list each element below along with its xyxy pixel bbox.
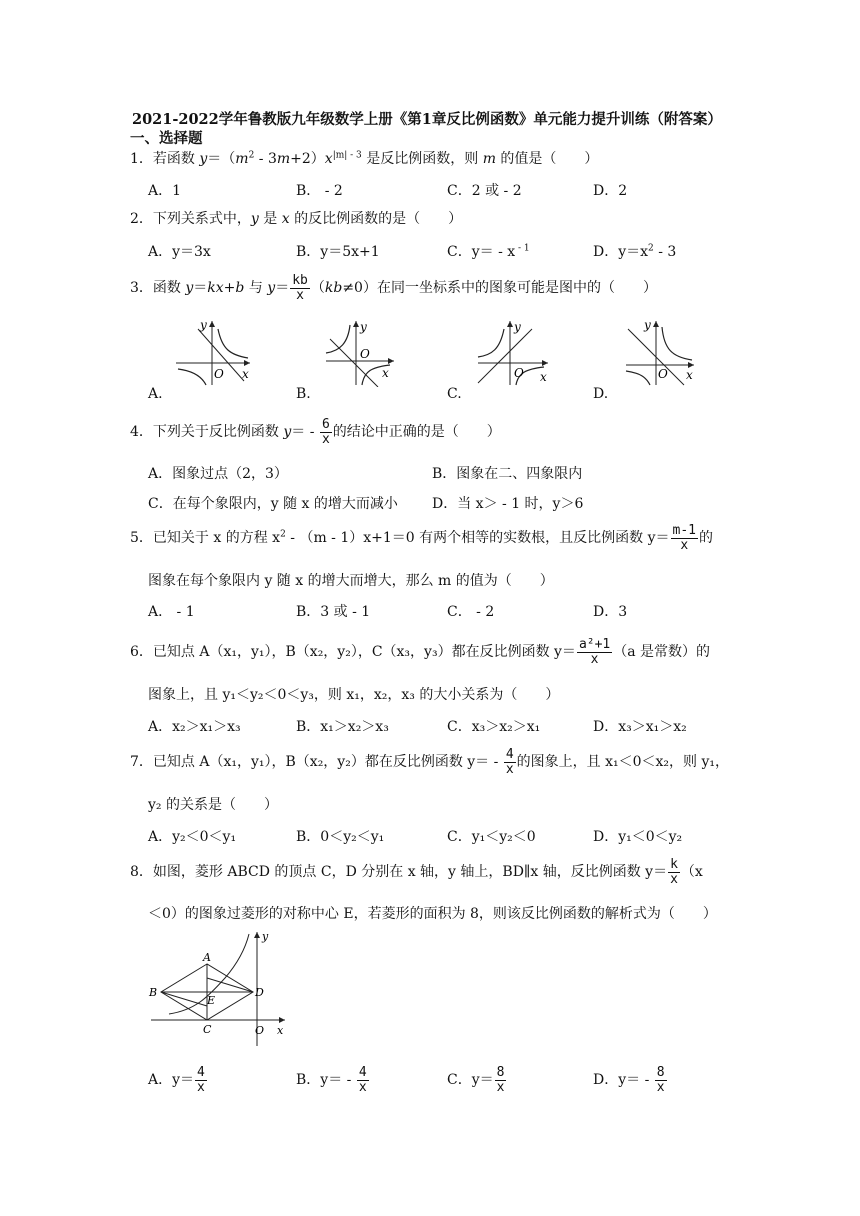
svg-text:A: A [203,951,211,964]
q2-option-d[interactable]: D．$y=x^2 - 3$ [593,243,677,260]
question-8-line-2: ＜0）的图象过菱形的对称中心 E，若菱形的面积为 8，则该反比例函数的解析式为（ ） [148,906,717,922]
svg-text:O: O [658,367,668,381]
q8-option-b[interactable]: B．y＝ - $\frac{4}{x}$ [296,1065,367,1095]
svg-text:E: E [207,994,216,1007]
q4-option-a[interactable]: A．图象过点（2，3） [148,466,288,482]
q6-option-b[interactable]: B．x₁＞x₂＞x₃ [296,719,389,735]
q3-graph-c [472,315,556,387]
q1-option-d[interactable]: D．2 [593,183,628,199]
q2-option-a[interactable]: A．y＝3x [148,244,211,260]
q3-graph-b [320,315,400,387]
kb-over-x-fraction: $\frac{kb}{x}$ [292,273,308,303]
q4-option-b[interactable]: B．图象在二、四象限内 [432,466,583,482]
q3-option-b[interactable]: B. [296,386,311,402]
m-minus-1-over-x-fraction: $\frac{m-1}{x}$ [672,523,696,553]
six-over-x-fraction: $\frac{6}{x}$ [321,417,330,447]
q5-option-a[interactable]: A． - 1 [148,604,195,620]
q7-option-a[interactable]: A．y₂＜0＜y₁ [148,829,237,845]
svg-text:D: D [255,986,264,999]
question-7-line-2: y₂ 的关系是（ ） [148,797,278,813]
svg-text:C: C [203,1023,212,1036]
q3-option-a[interactable]: A. [148,386,163,402]
svg-text:y: y [200,318,207,332]
q1-option-c[interactable]: C．2 或 - 2 [447,183,522,199]
q3-graph-a [170,315,254,387]
q5-option-d[interactable]: D．3 [593,604,628,620]
q6-option-d[interactable]: D．x₃＞x₁＞x₂ [593,719,687,735]
question-6-line-1: 6．已知点 A（x₁，y₁），B（x₂，y₂），C（x₃，y₃）都在反比例函数 y＝ $\frac{\text{a²+1}}{x}$ （a 是常数）的 [130,637,711,667]
svg-text:x: x [277,1024,284,1037]
svg-text:O: O [255,1024,265,1037]
question-2-stem: 2．下列关系式中，y 是 x 的反比例函数的是（ ） [130,211,463,227]
a-squared-plus-1-over-x-fraction: $\frac{\text{a²+1}}{x}$ [578,637,611,667]
document-title: 2021-2022学年鲁教版九年级数学上册《第1章反比例函数》单元能力提升训练（附答案） [132,111,722,128]
rhombus-figure [145,928,295,1048]
q8-option-a[interactable]: A．y＝ $\frac{4}{x}$ [148,1065,205,1095]
question-5-line-1: 5．已知关于 x 的方程 $x^2 - (m - 1)x+1=0$ 有两个相等的实数根，且反比例函数 y＝ $\frac{m-1}{x}$ 的 [130,523,713,553]
svg-text:B: B [149,986,158,999]
question-6-line-2: 图象上，且 y₁＜y₂＜0＜y₃，则 x₁，x₂，x₃ 的大小关系为（ ） [148,687,560,703]
q4-option-d[interactable]: D．当 x＞ - 1 时，y＞6 [432,496,584,512]
q3-graph-d [622,315,702,387]
svg-text:x: x [382,366,389,380]
q4-option-c[interactable]: C．在每个象限内，y 随 x 的增大而减小 [148,496,398,512]
svg-text:x: x [540,370,547,384]
q8-option-d[interactable]: D．y＝ - $\frac{8}{x}$ [593,1065,665,1095]
svg-text:O: O [514,366,524,380]
q6-option-a[interactable]: A．x₂＞x₁＞x₃ [148,719,241,735]
svg-text:y: y [262,930,269,943]
svg-text:O: O [360,347,370,361]
question-5-line-2: 图象在每个象限内 y 随 x 的增大而增大，那么 m 的值为（ ） [148,573,554,589]
q7-option-d[interactable]: D．y₁＜0＜y₂ [593,829,683,845]
q6-option-c[interactable]: C．x₃＞x₂＞x₁ [447,719,541,735]
svg-text:y: y [514,320,521,334]
q2-option-b[interactable]: B．y＝5x+1 [296,244,380,260]
q3-option-d[interactable]: D. [593,386,609,402]
question-4-stem: 4．下列关于反比例函数 y＝ - $\frac{6}{x}$ 的结论中正确的是（ ） [130,417,501,447]
q5-option-c[interactable]: C． - 2 [447,604,495,620]
q1-option-a[interactable]: A．1 [148,183,182,199]
k-over-x-fraction: $\frac{k}{x}$ [670,857,678,887]
q2-option-c[interactable]: C．y＝ - x $^{- 1}$ [447,243,530,260]
q3-option-c[interactable]: C. [447,386,462,402]
question-8-line-1: 8．如图，菱形 ABCD 的顶点 C，D 分别在 x 轴，y 轴上，BD∥x 轴，反比例函数 y＝ $\frac{k}{x}$ （x [130,857,703,887]
q8-option-c[interactable]: C．y＝ $\frac{8}{x}$ [447,1065,505,1095]
four-over-x-fraction: $\frac{4}{x}$ [505,747,514,777]
question-7-line-1: 7．已知点 A（x₁，y₁），B（x₂，y₂）都在反比例函数 y＝ - $\frac{4}{x}$ 的图象上，且 x₁＜0＜x₂，则 y₁， [130,747,730,777]
q5-option-b[interactable]: B．3 或 - 1 [296,604,371,620]
svg-text:x: x [686,368,693,382]
question-3-stem: 3．函数 y＝kx+b 与 y＝ $\frac{kb}{x}$ （kb≠0）在同一坐标系中的图象可能是图中的（ ） [130,273,657,303]
q1-option-b[interactable]: B． - 2 [296,183,343,199]
q7-option-b[interactable]: B．0＜y₂＜y₁ [296,829,385,845]
section-heading: 一、选择题 [130,130,203,147]
svg-text:y: y [644,318,651,332]
svg-text:x: x [242,367,249,381]
question-1-stem: 1．若函数 $y=(m^2 - 3m+2)x^{|m| - 3}$ 是反比例函数，则 m 的值是（ ） [130,150,599,167]
q7-option-c[interactable]: C．y₁＜y₂＜0 [447,829,536,845]
svg-text:O: O [214,367,224,381]
svg-text:y: y [360,320,367,334]
